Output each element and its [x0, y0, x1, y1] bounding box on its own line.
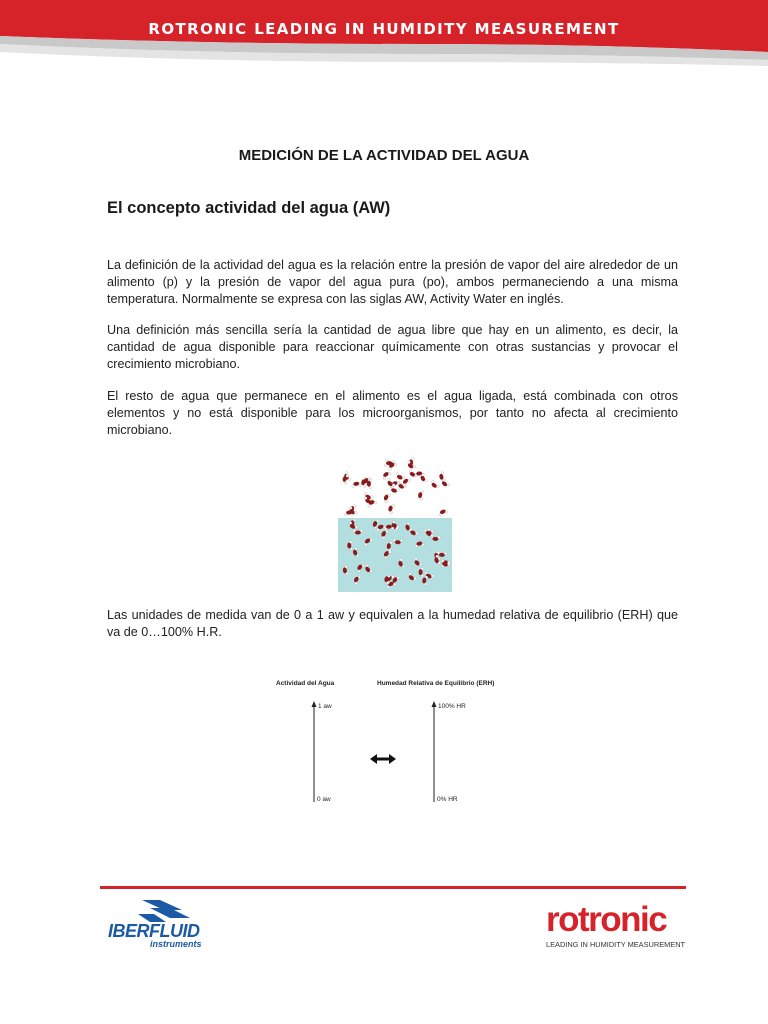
water-molecule	[389, 486, 400, 494]
water-molecules-illustration	[336, 452, 454, 592]
equivalence-diagram	[260, 672, 530, 812]
double-arrow-icon	[370, 754, 396, 764]
water-molecule	[381, 470, 392, 480]
left-top-label: 1 aw	[318, 703, 332, 710]
water-molecule	[438, 508, 449, 517]
diagram-right-title: Humedad Relativa de Equilibrio (ERH)	[377, 680, 495, 687]
header-title: ROTRONIC LEADING IN HUMIDITY MEASUREMENT	[148, 20, 620, 38]
paragraph-1: La definición de la actividad del agua es la relación entre la presión de vapor del aire alrededor de un alimento (p) y la presión de vapor del agua pura (po), ambos permaneciendo a una misma temperatura. Normalmente se expresa con las siglas AW, Activity Water en inglés.	[107, 258, 678, 306]
water-molecule	[382, 492, 391, 503]
left-axis-arrowhead	[312, 701, 317, 707]
iberfluid-name: IBERFLUID	[108, 921, 200, 941]
molecules-figure	[336, 452, 454, 592]
iberfluid-logo	[108, 896, 218, 952]
rotronic-name: rotronic	[546, 900, 667, 939]
diagram-axes	[260, 672, 530, 812]
header-banner	[0, 0, 768, 72]
water-molecule	[387, 503, 395, 514]
water-molecule	[429, 480, 440, 490]
water-molecule	[395, 472, 406, 481]
rotronic-logo	[540, 900, 686, 952]
diagram-left-title: Actividad del Agua	[276, 680, 335, 687]
section-heading: El concepto actividad del agua (AW)	[107, 199, 391, 217]
paragraph-3: El resto de agua que permanece en el alimento es el agua ligada, está combinada con otros elementos y no está disponible para los microorganismos, por tanto no afecta al crecimiento microbiano.	[107, 389, 678, 437]
paragraph-4: Las unidades de medida van de 0 a 1 aw y equivalen a la humedad relativa de equilibrio (ERH) que va de 0…100% H.R.	[107, 608, 678, 639]
left-bottom-label: 0 aw	[317, 796, 331, 803]
footer-divider	[100, 886, 686, 889]
rotronic-tagline: LEADING IN HUMIDITY MEASUREMENT	[546, 940, 686, 949]
paragraph-2: Una definición más sencilla sería la cantidad de agua libre que hay en un alimento, es decir, la cantidad de agua disponible para reaccionar químicamente con otras sustancias y provocar el crecimiento microbiano.	[107, 323, 678, 371]
right-axis-arrowhead	[432, 701, 437, 707]
water-molecule	[417, 490, 424, 500]
iberfluid-subtitle: instruments	[150, 939, 202, 949]
water-molecule	[351, 481, 361, 487]
right-top-label: 100% HR	[438, 703, 466, 710]
right-bottom-label: 0% HR	[437, 796, 458, 803]
iberfluid-wave-icon	[108, 896, 218, 924]
page-title: MEDICIÓN DE LA ACTIVIDAD DEL AGUA	[238, 147, 530, 164]
